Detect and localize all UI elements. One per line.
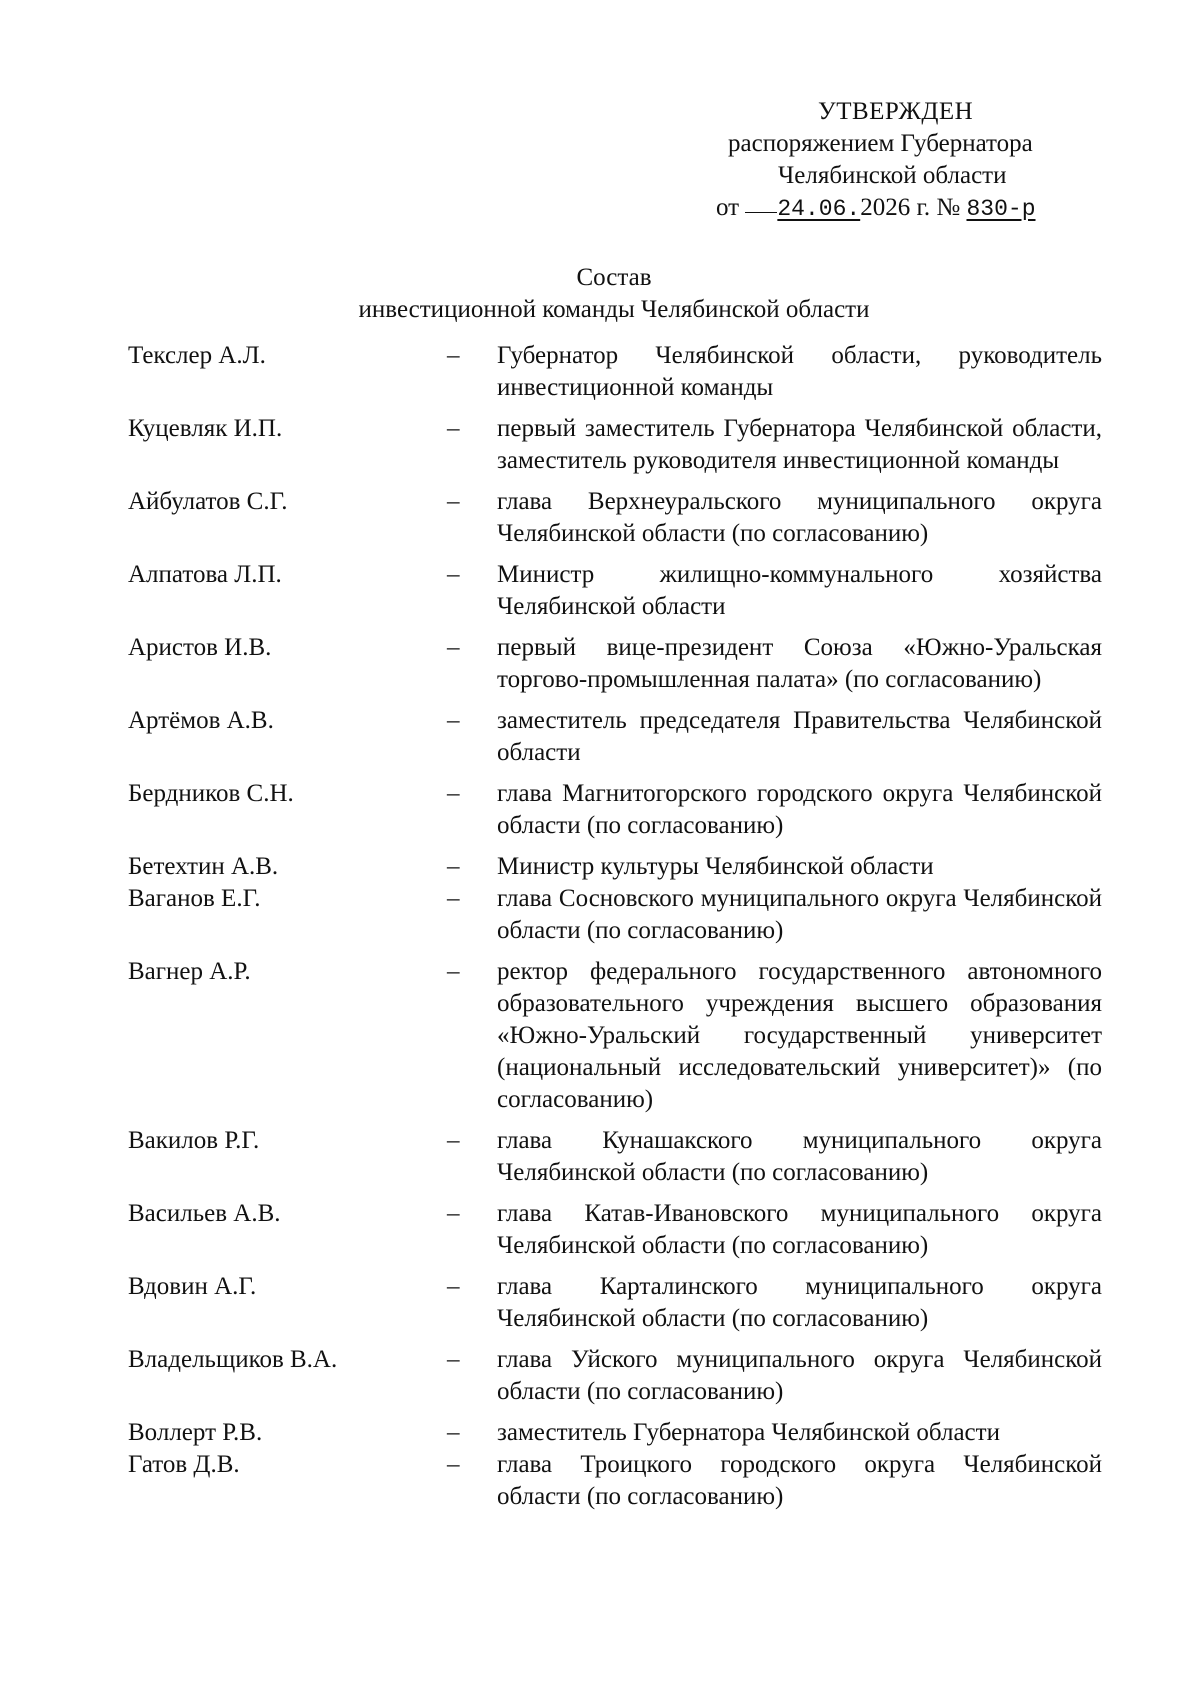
member-row <box>0 956 1200 1116</box>
approval-line-region: Челябинской области <box>778 162 1007 189</box>
member-dash: – <box>447 561 460 588</box>
document-title: Состав <box>576 264 652 291</box>
member-dash: – <box>447 488 460 515</box>
member-name: Гатов Д.В. <box>128 1451 240 1478</box>
member-dash: – <box>447 853 460 880</box>
approval-heading: УТВЕРЖДЕН <box>818 98 974 125</box>
member-dash: – <box>447 707 460 734</box>
member-row <box>0 1125 1200 1189</box>
member-dash: – <box>447 1273 460 1300</box>
member-row <box>0 1271 1200 1335</box>
approval-number: 830-р <box>966 196 1036 222</box>
member-dash: – <box>447 1346 460 1373</box>
member-role: глава Катав-Ивановского муниципального округа Челябинской области (по согласованию) <box>497 1200 1102 1259</box>
approval-date: 24.06. <box>777 196 861 222</box>
member-name: Вакилов Р.Г. <box>128 1127 260 1154</box>
member-dash: – <box>447 415 460 442</box>
member-role: глава Магнитогорского городского округа Челябинской области (по согласованию) <box>497 780 1102 839</box>
member-name: Васильев А.В. <box>128 1200 281 1227</box>
member-name: Артёмов А.В. <box>128 707 274 734</box>
member-dash: – <box>447 1419 460 1446</box>
document-subtitle: инвестиционной команды Челябинской области <box>358 296 870 323</box>
member-row <box>0 1449 1200 1513</box>
member-role: первый вице-президент Союза «Южно-Уральская торгово-промышленная палата» (по согласованию) <box>497 634 1102 693</box>
member-row <box>0 559 1200 623</box>
member-role: Губернатор Челябинской области, руководитель инвестиционной команды <box>497 342 1102 401</box>
member-dash: – <box>447 780 460 807</box>
approval-from-prefix: от <box>716 194 740 221</box>
member-dash: – <box>447 885 460 912</box>
member-row <box>0 486 1200 550</box>
member-role: Министр культуры Челябинской области <box>497 853 934 880</box>
member-row <box>0 1417 1200 1449</box>
member-dash: – <box>447 1127 460 1154</box>
member-dash: – <box>447 1451 460 1478</box>
approval-year-suffix: 2026 г. № <box>860 194 961 221</box>
approval-line-order: распоряжением Губернатора <box>728 130 1033 157</box>
date-underline-gap <box>745 211 777 213</box>
member-name: Куцевляк И.П. <box>128 415 283 442</box>
member-dash: – <box>447 958 460 985</box>
member-row <box>0 340 1200 404</box>
member-name: Бердников С.Н. <box>128 780 294 807</box>
member-role: глава Верхнеуральского муниципального округа Челябинской области (по согласованию) <box>497 488 1102 547</box>
member-row <box>0 705 1200 769</box>
member-row <box>0 883 1200 947</box>
member-name: Воллерт Р.В. <box>128 1419 263 1446</box>
member-role: глава Уйского муниципального округа Челябинской области (по согласованию) <box>497 1346 1102 1405</box>
member-role: заместитель Губернатора Челябинской области <box>497 1419 1000 1446</box>
member-name: Вдовин А.Г. <box>128 1273 257 1300</box>
member-role: глава Кунашакского муниципального округа Челябинской области (по согласованию) <box>497 1127 1102 1186</box>
member-role: Министр жилищно-коммунального хозяйства Челябинской области <box>497 561 1102 620</box>
member-name: Аристов И.В. <box>128 634 272 661</box>
member-dash: – <box>447 342 460 369</box>
member-name: Владельщиков В.А. <box>128 1346 338 1373</box>
member-dash: – <box>447 1200 460 1227</box>
member-role: глава Троицкого городского округа Челябинской области (по согласованию) <box>497 1451 1102 1510</box>
approval-stamp <box>700 96 1120 225</box>
member-dash: – <box>447 634 460 661</box>
member-name: Бетехтин А.В. <box>128 853 279 880</box>
member-role: глава Карталинского муниципального округа Челябинской области (по согласованию) <box>497 1273 1102 1332</box>
member-row <box>0 1344 1200 1408</box>
member-row <box>0 413 1200 477</box>
member-row <box>0 1198 1200 1262</box>
member-role: заместитель председателя Правительства Челябинской области <box>497 707 1102 766</box>
member-name: Текслер А.Л. <box>128 342 266 369</box>
member-row <box>0 851 1200 883</box>
member-row <box>0 778 1200 842</box>
member-role: ректор федерального государственного автономного образовательного учреждения высшего образования «Южно-Уральский государственный университет (национальный исследовательский университет)» (по согласованию) <box>497 958 1102 1113</box>
member-row <box>0 632 1200 696</box>
member-name: Ваганов Е.Г. <box>128 885 261 912</box>
member-name: Айбулатов С.Г. <box>128 488 288 515</box>
members-list <box>0 340 1200 1513</box>
approval-date-line <box>700 192 1120 225</box>
member-name: Вагнер А.Р. <box>128 958 251 985</box>
member-role: глава Сосновского муниципального округа Челябинской области (по согласованию) <box>497 885 1102 944</box>
member-role: первый заместитель Губернатора Челябинской области, заместитель руководителя инвестиционной команды <box>497 415 1102 474</box>
member-name: Алпатова Л.П. <box>128 561 282 588</box>
